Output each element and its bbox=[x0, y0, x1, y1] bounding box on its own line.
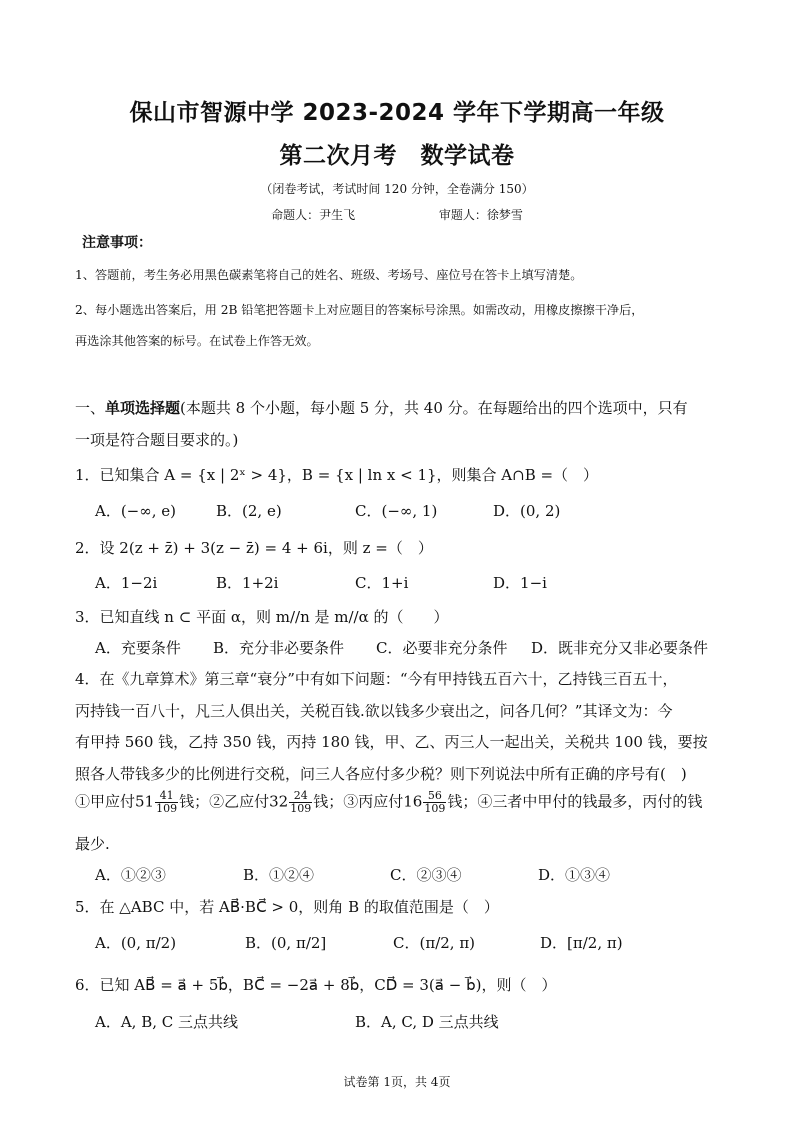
q3-option-a: A．充要条件 bbox=[95, 639, 181, 657]
q4-option-c: C．②③④ bbox=[390, 866, 462, 884]
q2-option-d: D．1−i bbox=[493, 574, 547, 592]
q4-s3-denominator: 109 bbox=[424, 802, 446, 815]
q1-stem: 1．已知集合 A = {x | 2ˣ > 4}，B = {x | ln x < 1}，则集合 A∩B =（ ） bbox=[75, 466, 599, 484]
q4-line3: 有甲持 560 钱，乙持 350 钱，丙持 180 钱，甲、乙、丙三人一起出关，关税共 100 钱，要按 bbox=[75, 733, 708, 751]
exam-authors bbox=[0, 206, 794, 223]
section1-heading bbox=[75, 397, 688, 418]
q4-line1: 4．在《九章算术》第三章“衰分”中有如下问题：“今有甲持钱五百六十，乙持钱三百五十， bbox=[75, 670, 678, 688]
q4-option-d: D．①③④ bbox=[538, 866, 611, 884]
reviewer-label: 审题人：徐梦雪 bbox=[438, 208, 523, 222]
notes-heading: 注意事项： bbox=[82, 235, 152, 251]
section1-name: 单项选择题 bbox=[105, 399, 181, 417]
q4-option-a: A．①②③ bbox=[95, 866, 166, 884]
q4-s2-whole: 32 bbox=[269, 792, 289, 811]
q1-option-b: B．(2, e) bbox=[216, 502, 282, 520]
q4-s1-whole: 51 bbox=[135, 792, 155, 811]
section1-desc-line2: 一项是符合题目要求的。) bbox=[75, 431, 239, 449]
exam-info: （闭卷考试，考试时间 120 分钟，全卷满分 150） bbox=[260, 182, 534, 196]
q3-option-c: C．必要非充分条件 bbox=[376, 639, 508, 657]
q4-option-b: B．①②④ bbox=[243, 866, 315, 884]
note-item-2-line2: 再选涂其他答案的标号。在试卷上作答无效。 bbox=[75, 334, 319, 348]
section1-desc: (本题共 8 个小题，每小题 5 分，共 40 分。在每题给出的四个选项中，只有 bbox=[180, 399, 688, 417]
q4-statements bbox=[75, 790, 702, 815]
q4-s2-numerator: 24 bbox=[289, 790, 312, 803]
q4-s2-denominator: 109 bbox=[290, 802, 312, 815]
page-footer: 试卷第 1页，共 4页 bbox=[343, 1075, 451, 1089]
q5-option-b: B．(0, π/2] bbox=[245, 934, 327, 952]
note-item-1: 1、答题前，考生务必用黑色碳素笔将自己的姓名、班级、考场号、座位号在答卡上填写清楚。 bbox=[75, 268, 583, 282]
q2-option-c: C．1+i bbox=[355, 574, 409, 592]
q4-s1-pre: ①甲应付 bbox=[75, 792, 136, 811]
q3-option-d: D．既非充分又非必要条件 bbox=[531, 639, 709, 657]
q4-s2-fraction bbox=[289, 790, 312, 815]
q4-s3-fraction bbox=[423, 790, 446, 815]
q1-option-d: D．(0, 2) bbox=[493, 502, 561, 520]
section1-label: 一、 bbox=[75, 399, 106, 417]
q5-stem: 5．在 △ABC 中，若 AB⃗·BC⃗ > 0，则角 B 的取值范围是（ ） bbox=[75, 898, 499, 916]
q4-s3-numerator: 56 bbox=[423, 790, 446, 803]
q4-line6: 最少. bbox=[75, 835, 110, 853]
q2-option-a: A．1−2i bbox=[95, 574, 158, 592]
q6-option-b: B．A, C, D 三点共线 bbox=[355, 1013, 499, 1031]
q6-stem: 6．已知 AB⃗ = a⃗ + 5b⃗，BC⃗ = −2a⃗ + 8b⃗，CD⃗ = 3(a⃗ − b⃗)，则（ ） bbox=[75, 976, 557, 994]
q1-option-c: C．(−∞, 1) bbox=[355, 502, 438, 520]
q3-option-b: B．充分非必要条件 bbox=[213, 639, 345, 657]
q4-s3-whole: 16 bbox=[403, 792, 423, 811]
q4-s1-denominator: 109 bbox=[156, 802, 178, 815]
q4-s1-post: 钱；②乙应付 bbox=[179, 792, 270, 811]
q4-s1-fraction bbox=[155, 790, 178, 815]
q1-option-a: A．(−∞, e) bbox=[95, 502, 177, 520]
q4-line4: 照各人带钱多少的比例进行交税，问三人各应付多少税？则下列说法中所有正确的序号有( ) bbox=[75, 765, 687, 783]
q5-option-c: C．(π/2, π) bbox=[393, 934, 476, 952]
q6-option-a: A．A, B, C 三点共线 bbox=[95, 1013, 239, 1031]
exam-title-line1: 保山市智源中学 2023-2024 学年下学期高一年级 bbox=[129, 100, 665, 126]
q4-s3-post: 钱；④三者中甲付的钱最多，丙付的钱 bbox=[447, 792, 703, 811]
q3-stem: 3．已知直线 n ⊂ 平面 α，则 m//n 是 m//α 的（ ） bbox=[75, 608, 449, 626]
q2-stem: 2．设 2(z + z̄) + 3(z − z̄) = 4 + 6i，则 z =（ ） bbox=[75, 539, 433, 557]
q5-option-a: A．(0, π/2) bbox=[95, 934, 177, 952]
note-item-2-line1: 2、每小题选出答案后，用 2B 铅笔把答题卡上对应题目的答案标号涂黑。如需改动，用橡皮擦擦干净后， bbox=[75, 303, 644, 317]
q2-option-b: B．1+2i bbox=[216, 574, 279, 592]
author-label: 命题人：尹生飞 bbox=[271, 208, 356, 222]
q4-line2: 丙持钱一百八十，凡三人俱出关，关税百钱.欲以钱多少衰出之，问各几何？”其译文为：今 bbox=[75, 702, 673, 720]
q4-s2-post: 钱；③丙应付 bbox=[313, 792, 404, 811]
exam-title-line2: 第二次月考 数学试卷 bbox=[279, 143, 515, 169]
q4-s1-numerator: 41 bbox=[155, 790, 178, 803]
q5-option-d: D．[π/2, π) bbox=[540, 934, 623, 952]
